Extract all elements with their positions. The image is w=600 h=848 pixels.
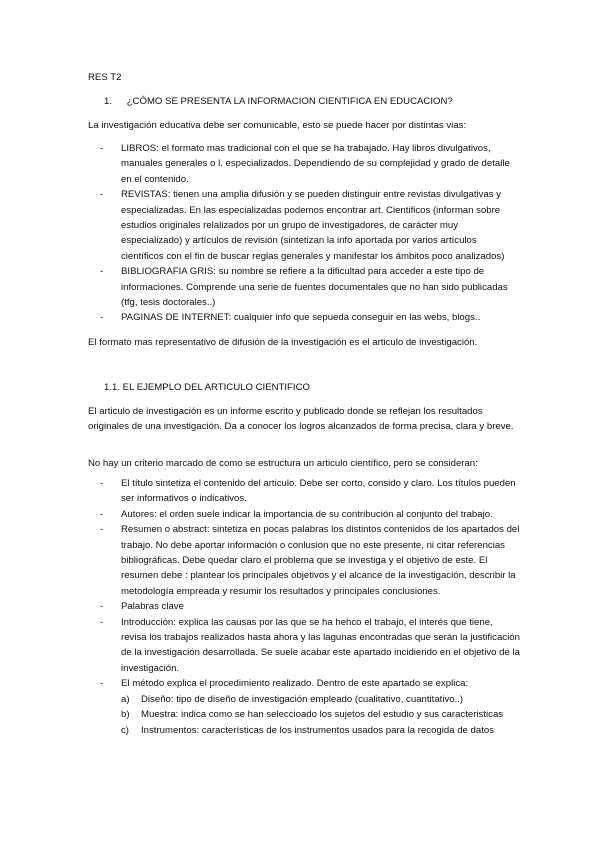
section-heading xyxy=(104,94,453,109)
sublist-item xyxy=(121,692,520,707)
list-item-text: El título sintetiza el contenido del articulo. Debe ser corto, consido y claro. Los títulos pueden ser informativos o indicativos. xyxy=(121,478,516,505)
intro-paragraph: La investigación educativa debe ser comunicable, esto se puede hacer por distintas vias: xyxy=(88,120,467,131)
list-item-text: REVISTAS: tienen una amplia difusión y se pueden distinguir entre revistas divulgativas y especializadas. En las especializadas podemos encontrar art. Cientificos (informan sobre estudios originales relalizados por un grupo de investigadores, de carácter muy especializado) y artículos de revisión (sintetizan la info aportada por varios artículos científicos con el fin de buscar reglas generales y manifestar los ámbitos poco analizados) xyxy=(121,189,505,262)
structure-intro-paragraph: No hay un criterio marcado de como se estructura un articulo científico, pero se consideran: xyxy=(88,458,478,469)
sublist-item xyxy=(121,707,520,722)
sublist-marker: c) xyxy=(121,724,129,736)
list-item-text: Palabras clave xyxy=(121,601,184,613)
section-title: ¿CÓMO SE PRESENTA LA INFORMACION CIENTIFICA EN EDUCACION? xyxy=(126,96,453,107)
subsection-title: 1.1. EL EJEMPLO DEL ARTICULO CIENTIFICO xyxy=(104,382,310,393)
list-item-text: Resumen o abstract: sintetiza en pocas palabras los distintos contenidos de los apartados del trabajo. No debe aportar información o conlusion que no este presente, ni citar referencias bibliográficas. Debe quedar claro el problema que se investiga y el objetivo de este. El resumen debe : plantear los principales objetivos y el alcance de la investigación, describir la metodología empreada y resumir los resultados y principales conclusiones. xyxy=(121,524,520,597)
list-item-text: LIBROS: el formato mas tradicional con el que se ha trabajado. Hay libros divulgativos, manuales generales o l. especializados. Dependiendo de su complejidad y grado de detalle en el contenido. xyxy=(121,143,510,185)
list-item: - REVISTAS: tienen una amplia difusión y se pueden distinguir entre revistas divulgativas y especializadas. En las especializadas podemos encontrar art. Cientificos (informan sobre estudios originales relalizados por un grupo de investigadores, de carácter muy especializado) y artículos de revisión (sintetizan la info aportada por varios artículos científicos con el fin de buscar reglas generales y manifestar los ámbitos poco analizados) xyxy=(100,189,505,262)
document-title: RES T2 xyxy=(88,72,122,83)
list-item-text: BIBLIOGRAFIA GRIS: su nombre se refiere a la dificultad para acceder a este tipo de informaciones. Comprende una serie de fuentes documentales que no han sido publicadas (tfg, tesis doctorales..) xyxy=(121,266,508,309)
article-definition-paragraph: El articulo de investigación es un informe escrito y publicado donde se reflejan los resultados originales de una investigación. Da a conocer los logros alcanzados de forma precisa, clara y breve. xyxy=(88,406,514,433)
list-item: - Palabras clave xyxy=(100,601,184,613)
sublist-item xyxy=(121,723,520,738)
list-item-text: Autores: el orden suele indicar la importancia de su contribución al conjunto del trabajo. xyxy=(121,508,493,520)
sublist-item-text: Muestra: indica como se han seleccioado los sujetos del estudio y sus caracteristicas xyxy=(141,709,504,721)
list-item-text: El método explica el procedimiento realizado. Dentro de este apartado se explica: xyxy=(121,678,469,690)
sublist-item-text: Instrumentos: características de los instrumentos usados para la recogida de datos xyxy=(141,724,495,736)
list-item-text: Introducción: explica las causas por las que se ha hehco el trabajo, el interés que tiene, revisa los trabajos realizados hasta ahora y las lagunas encontradas que serán la justificación de la investigación desarrollada. Se suele acabar este apartado incidiendo en el objetivo de la investigación. xyxy=(121,616,520,674)
list-item: - PAGINAS DE INTERNET: cualquier info que sepueda conseguir en las webs, blogs.. xyxy=(100,312,481,324)
article-parts-list xyxy=(100,476,520,738)
list-item-text: PAGINAS DE INTERNET: cualquier info que sepueda conseguir en las webs, blogs.. xyxy=(121,312,481,324)
list-item: - El método explica el procedimiento realizado. Dentro de este apartado se explica: a) Diseño: tipo de diseño de investigación empleado (cualitativo, cuantitativo..) b) Muestra: indica como se han seleccioado los sujetos del estudio y sus caracteristicas c) Instrumentos: características de los instrumentos usados para la recogida de datos xyxy=(100,676,520,738)
method-sublist xyxy=(121,692,520,738)
list-item: - Autores: el orden suele indicar la importancia de su contribución al conjunto del trabajo. xyxy=(100,508,493,520)
list-item: - LIBROS: el formato mas tradicional con el que se ha trabajado. Hay libros divulgativos, manuales generales o l. especializados. Dependiendo de su complejidad y grado de detalle en el contenido. xyxy=(100,143,510,185)
list-item: - Introducción: explica las causas por las que se ha hehco el trabajo, el interés que tiene, revisa los trabajos realizados hasta ahora y las lagunas encontradas que serán la justificación de la investigación desarrollada. Se suele acabar este apartado incidiendo en el objetivo de la investigación. xyxy=(100,616,520,674)
sublist-item-text: Diseño: tipo de diseño de investigación empleado (cualitativo, cuantitativo..) xyxy=(141,693,464,705)
conclusion-paragraph: El formato mas representativo de difusión de la investigación es el articulo de investigación. xyxy=(88,337,478,348)
section-number: 1. xyxy=(104,96,113,107)
list-item: - El título sintetiza el contenido del articulo. Debe ser corto, consido y claro. Los títulos pueden ser informativos o indicativos. xyxy=(100,478,516,505)
list-item: - BIBLIOGRAFIA GRIS: su nombre se refiere a la dificultad para acceder a este tipo de informaciones. Comprende una serie de fuentes documentales que no han sido publicadas (tfg, tesis doctorales..) xyxy=(100,266,508,309)
sublist-marker: a) xyxy=(121,693,130,705)
sublist-marker: b) xyxy=(121,709,130,721)
formats-list xyxy=(100,141,520,326)
list-item: - Resumen o abstract: sintetiza en pocas palabras los distintos contenidos de los apartados del trabajo. No debe aportar información o conlusion que no este presente, ni citar referencias bibliográficas. Debe quedar claro el problema que se investiga y el objetivo de este. El resumen debe : plantear los principales objetivos y el alcance de la investigación, describir la metodología empreada y resumir los resultados y principales conclusiones. xyxy=(100,524,520,597)
